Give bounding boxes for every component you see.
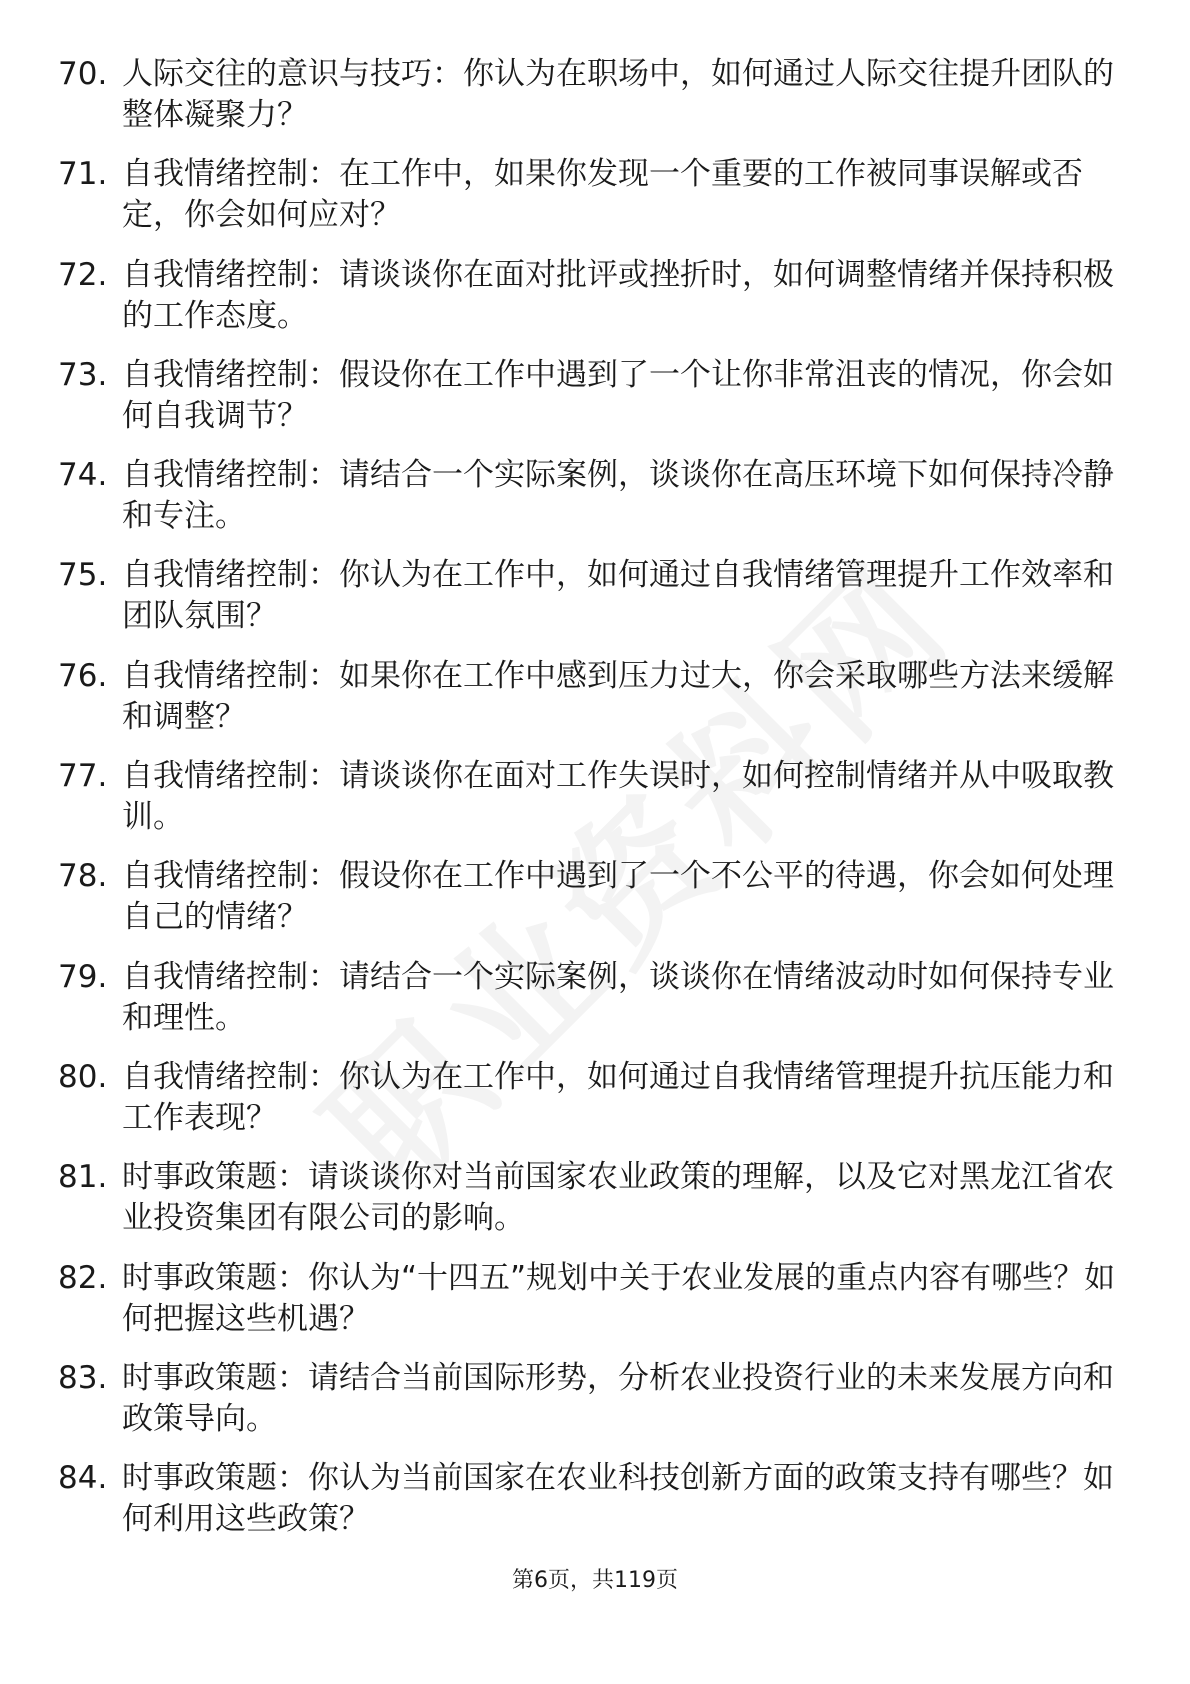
question-text: 时事政策题：你认为当前国家在农业科技创新方面的政策支持有哪些？如何利用这些政策？: [122, 1460, 1114, 1538]
question-number: 70.: [58, 56, 108, 92]
question-item: [58, 1057, 1128, 1139]
question-item: [58, 1358, 1128, 1440]
question-number: 71.: [58, 156, 108, 193]
question-text: 自我情绪控制：在工作中，如果你发现一个重要的工作被同事误解或否定，你会如何应对？: [122, 156, 1083, 234]
question-number: 75.: [58, 557, 108, 594]
question-text: 自我情绪控制：请结合一个实际案例，谈谈你在情绪波动时如何保持专业和理性。: [122, 958, 1114, 1036]
question-item: [58, 54, 1128, 136]
question-item: [58, 957, 1128, 1039]
question-text: 自我情绪控制：请谈谈你在面对批评或挫折时，如何调整情绪并保持积极的工作态度。: [122, 256, 1114, 334]
question-item: [58, 154, 1128, 236]
question-text: 时事政策题：请谈谈你对当前国家农业政策的理解，以及它对黑龙江省农业投资集团有限公司的影响。: [122, 1159, 1114, 1237]
question-text: 时事政策题：请结合当前国际形势，分析农业投资行业的未来发展方向和政策导向。: [122, 1359, 1114, 1437]
question-item: [58, 1258, 1128, 1340]
question-number: 80.: [58, 1058, 108, 1095]
question-number: 73.: [58, 356, 108, 393]
question-text: 自我情绪控制：请谈谈你在面对工作失误时，如何控制情绪并从中吸取教训。: [122, 758, 1114, 836]
question-text: 自我情绪控制：你认为在工作中，如何通过自我情绪管理提升抗压能力和工作表现？: [122, 1058, 1114, 1136]
question-item: [58, 1458, 1128, 1540]
question-number: 78.: [58, 858, 108, 895]
question-text: 自我情绪控制：假设你在工作中遇到了一个让你非常沮丧的情况，你会如何自我调节？: [122, 356, 1114, 434]
question-number: 83.: [58, 1359, 108, 1396]
question-item: [58, 756, 1128, 838]
question-number: 79.: [58, 958, 108, 995]
page-number-footer: 第6页，共119页: [512, 1568, 678, 1593]
question-list: [58, 54, 1128, 1558]
question-number: 81.: [58, 1159, 108, 1196]
question-item: [58, 856, 1128, 938]
question-number: 84.: [58, 1460, 108, 1497]
question-text: 自我情绪控制：如果你在工作中感到压力过大，你会采取哪些方法来缓解和调整？: [122, 657, 1114, 735]
question-number: 77.: [58, 758, 108, 795]
question-item: [58, 455, 1128, 537]
question-number: 72.: [58, 256, 108, 293]
question-text: 时事政策题：你认为“十四五”规划中关于农业发展的重点内容有哪些？如何把握这些机遇？: [122, 1259, 1116, 1337]
question-item: [58, 355, 1128, 437]
question-text: 自我情绪控制：你认为在工作中，如何通过自我情绪管理提升工作效率和团队氛围？: [122, 557, 1114, 635]
question-number: 82.: [58, 1259, 108, 1296]
question-number: 74.: [58, 457, 108, 494]
question-item: [58, 255, 1128, 337]
question-text: 自我情绪控制：请结合一个实际案例，谈谈你在高压环境下如何保持冷静和专注。: [122, 457, 1114, 535]
question-item: [58, 555, 1128, 637]
question-text: 自我情绪控制：假设你在工作中遇到了一个不公平的待遇，你会如何处理自己的情绪？: [122, 858, 1114, 936]
question-item: [58, 656, 1128, 738]
question-text: 人际交往的意识与技巧：你认为在职场中，如何通过人际交往提升团队的整体凝聚力？: [122, 56, 1114, 133]
question-item: [58, 1157, 1128, 1239]
question-number: 76.: [58, 657, 108, 694]
